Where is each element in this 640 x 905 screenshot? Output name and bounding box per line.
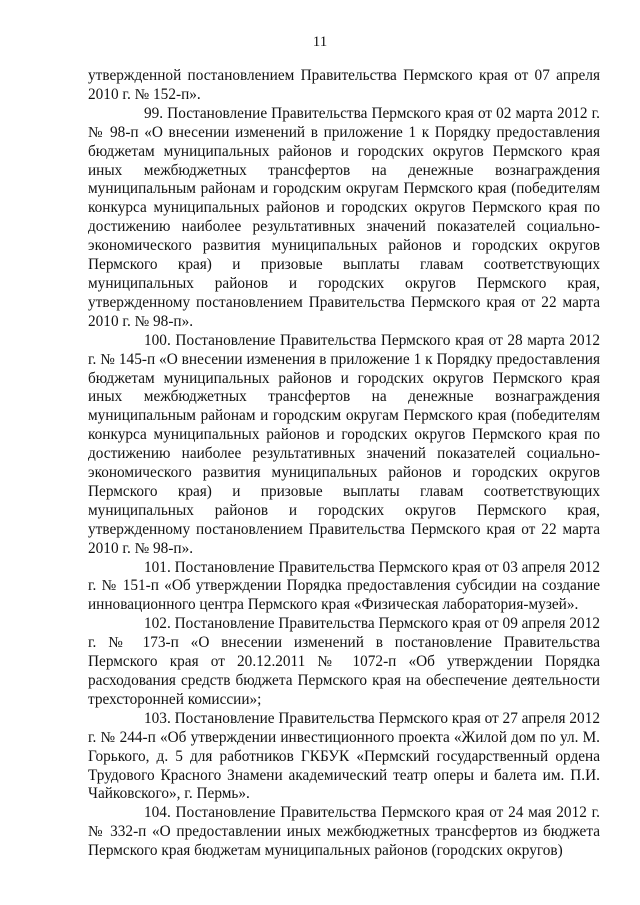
list-item-100: 100. Постановление Правительства Пермского края от 28 марта 2012 г. № 145-п «О внесении изменения в приложение 1 к Порядку предоставления бюджетам муниципальных районов и городских округов Пермского края иных межбюджетных трансфертов на денежные вознаграждения муниципальным районам и городским округам Пермского края (победителям конкурса муниципальных районов и городских округов Пермского края по достижению наиболее результативных значений показателей социально-экономического развития муниципальных районов и городских округов Пермского края) и призовые выплаты главам соответствующих муниципальных районов и городских округов Пермского края, утвержденному постановлением Правительства Пермского края от 22 марта 2010 г. № 98-п». (88, 331, 600, 557)
document-body (88, 67, 600, 861)
list-item-102: 102. Постановление Правительства Пермского края от 09 апреля 2012 г. № 173-п «О внесении изменений в постановление Правительства Пермского края от 20.12.2011 № 1072-п «Об утверждении Порядка расходования средств бюджета Пермского края на обеспечение деятельности трехсторонней комиссии»; (88, 615, 600, 708)
list-item-104: 104. Постановление Правительства Пермского края от 24 мая 2012 г. № 332-п «О предоставлении иных межбюджетных трансфертов из бюджета Пермского края бюджетам муниципальных районов (городских округов) (88, 804, 600, 860)
continuation-paragraph: утвержденной постановлением Правительства Пермского края от 07 апреля 2010 г. № 152-п». (88, 67, 600, 103)
list-item-101: 101. Постановление Правительства Пермского края от 03 апреля 2012 г. № 151-п «Об утверждении Порядка предоставления субсидии на создание инновационного центра Пермского края «Физическая лаборатория-музей». (88, 558, 600, 614)
page-number: 11 (312, 34, 328, 50)
list-item-99: 99. Постановление Правительства Пермского края от 02 марта 2012 г. № 98-п «О внесении изменений в приложение 1 к Порядку предоставления бюджетам муниципальных районов и городских округов Пермского края иных межбюджетных трансфертов на денежные вознаграждения муниципальным районам и городским округам Пермского края (победителям конкурса муниципальных районов и городских округов Пермского края по достижению наиболее результативных значений показателей социально-экономического развития муниципальных районов и городских округов Пермского края) и призовые выплаты главам соответствующих муниципальных районов и городских округов Пермского края, утвержденному постановлением Правительства Пермского края от 22 марта 2010 г. № 98-п». (88, 104, 600, 330)
list-item-103: 103. Постановление Правительства Пермского края от 27 апреля 2012 г. № 244-п «Об утверждении инвестиционного проекта «Жилой дом по ул. М. Горького, д. 5 для работников ГКБУК «Пермский государственный ордена Трудового Красного Знамени академический театр оперы и балета им. П.И. Чайковского», г. Пермь». (88, 709, 600, 803)
